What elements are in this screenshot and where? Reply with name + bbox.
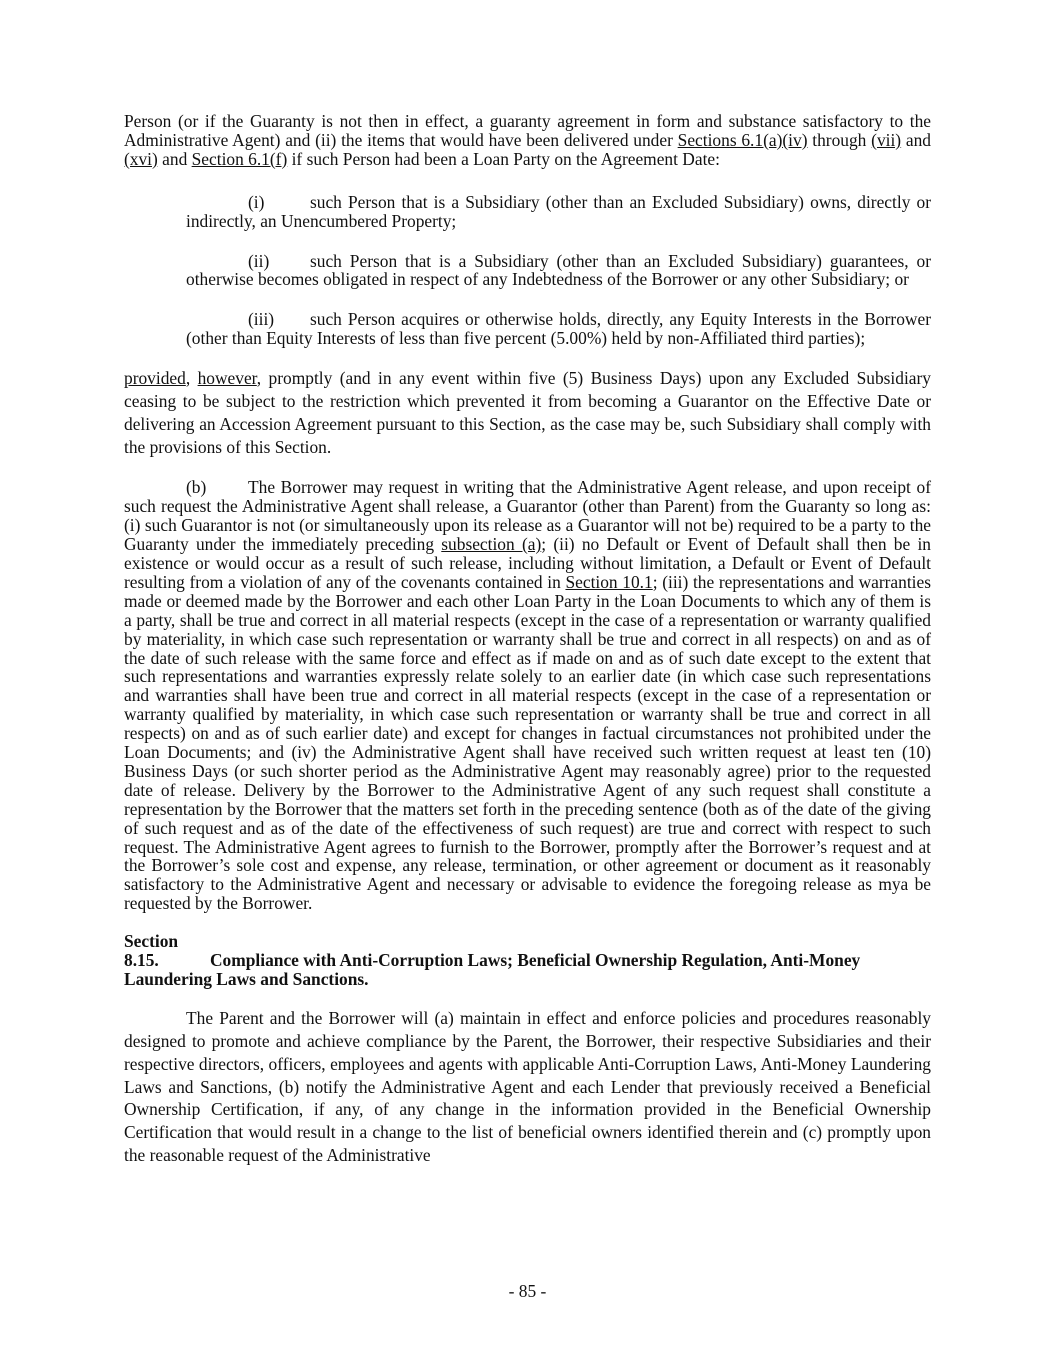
document-page <box>124 112 931 1167</box>
section-number: Section 8.15. <box>124 931 179 971</box>
section-heading <box>124 932 931 989</box>
section-title: Compliance with Anti-Corruption Laws; Beneficial Ownership Regulation, Anti-Money Laundering Laws and Sanctions. <box>124 950 861 990</box>
page-number: - 85 - <box>508 1281 547 1301</box>
proviso-paragraph: provided, however, promptly (and in any event within five (5) Business Days) upon any Excluded Subsidiary ceasing to be subject to the restriction which prevented it from becoming a Guarantor on the Effective Date or delivering an Accession Agreement pursuant to this Section, as the case may be, such Subsidiary shall comply with the provisions of this Section. <box>124 368 931 457</box>
cross-reference: (xvi) <box>124 148 158 169</box>
cross-reference: Section 10.1 <box>565 571 653 592</box>
cross-reference: Section 6.1(f) <box>191 148 288 169</box>
item-number: (iii) <box>248 309 275 330</box>
section-body: The Parent and the Borrower will (a) maintain in effect and enforce policies and procedures reasonably designed to promote and achieve compliance by the Parent, the Borrower, their respective Subsidiaries and their respective directors, officers, employees and agents with applicable Anti-Corruption Laws, Anti-Money Laundering Laws and Sanctions, (b) notify the Administrative Agent and each Lender that previously received a Beneficial Ownership Certification, if any, of any change in the information provided in the Beneficial Ownership Certification that would result in a change to the list of beneficial owners identified therein and (c) promptly upon the reasonable request of the Administrative <box>124 1008 931 1165</box>
list-item-i: (i) such Person that is a Subsidiary (other than an Excluded Subsidiary) owns, directly or indirectly, an Unencumbered Property; <box>186 191 931 231</box>
cross-reference: (vii) <box>871 129 902 150</box>
list-item-ii: (ii) such Person that is a Subsidiary (other than an Excluded Subsidiary) guarantees, or otherwise becomes obligated in respect of any Indebtedness of the Borrower or any other Subsidiary; or <box>186 250 931 290</box>
cross-reference: subsection (a) <box>441 534 542 555</box>
cross-reference: Sections 6.1(a)(iv) <box>677 129 808 150</box>
item-number: (b) <box>186 477 207 498</box>
item-number: (ii) <box>248 250 270 271</box>
list-item-iii: (iii) such Person acquires or otherwise holds, directly, any Equity Interests in the Borrower (other than Equity Interests of less than five percent (5.00%) held by non-Affiliated third parties); <box>186 309 931 349</box>
paragraph-b: (b) The Borrower may request in writing that the Administrative Agent release, and upon receipt of such request the Administrative Agent shall release, a Guarantor (other than Parent) from the Guaranty so long as: (i) such Guarantor is not (or simultaneously upon its release as a Guarantor will not be) required to be a party to the Guaranty under the immediately preceding subsection (a); (ii) no Default or Event of Default shall then be in existence or would occur as a result of such release, including without limitation, a Default or Event of Default resulting from a violation of any of the covenants contained in Section 10.1; (iii) the representations and warranties made or deemed made by the Borrower and each other Loan Party in the Loan Documents to which any of them is a party, shall be true and correct in all material respects (except in the case of a representation or warranty qualified by materiality, in which case such representation or warranty shall be true and correct in all respects) on and as of the date of such release with the same force and effect as if made on and as of such date except to the extent that such representations and warranties expressly relate solely to an earlier date (in which case such representations and warranties shall have been true and correct in all material respects (except in the case of a representation or warranty qualified by materiality, in which case such representation or warranty shall be true and correct in all respects) on and as of such earlier date) and except for changes in factual circumstances not prohibited under the Loan Documents; and (iv) the Administrative Agent shall have received such written request at least ten (10) Business Days (or such shorter period as the Administrative Agent may reasonably agree) prior to the requested date of release. Delivery by the Borrower to the Administrative Agent of any such request shall constitute a representation by the Borrower that the matters set forth in the preceding sentence (both as of the date of the giving of such request and as of the date of the effectiveness of such request) are true and correct with respect to such request. The Administrative Agent agrees to furnish to the Borrower, promptly after the Borrower’s request and at the Borrower’s sole cost and expense, any release, termination, or other agreement or document as it reasonably satisfactory to the Administrative Agent and necessary or advisable to evidence the foregoing release as mya be requested by the Borrower. <box>124 477 931 914</box>
paragraph-continuation: Person (or if the Guaranty is not then in effect, a guaranty agreement in form and substance satisfactory to the Administrative Agent) and (ii) the items that would have been delivered under Sections 6.1(a)(iv) through (vii) and (xvi) and Section 6.1(f) if such Person had been a Loan Party on the Agreement Date: <box>124 111 931 169</box>
item-number: (i) <box>248 191 265 212</box>
